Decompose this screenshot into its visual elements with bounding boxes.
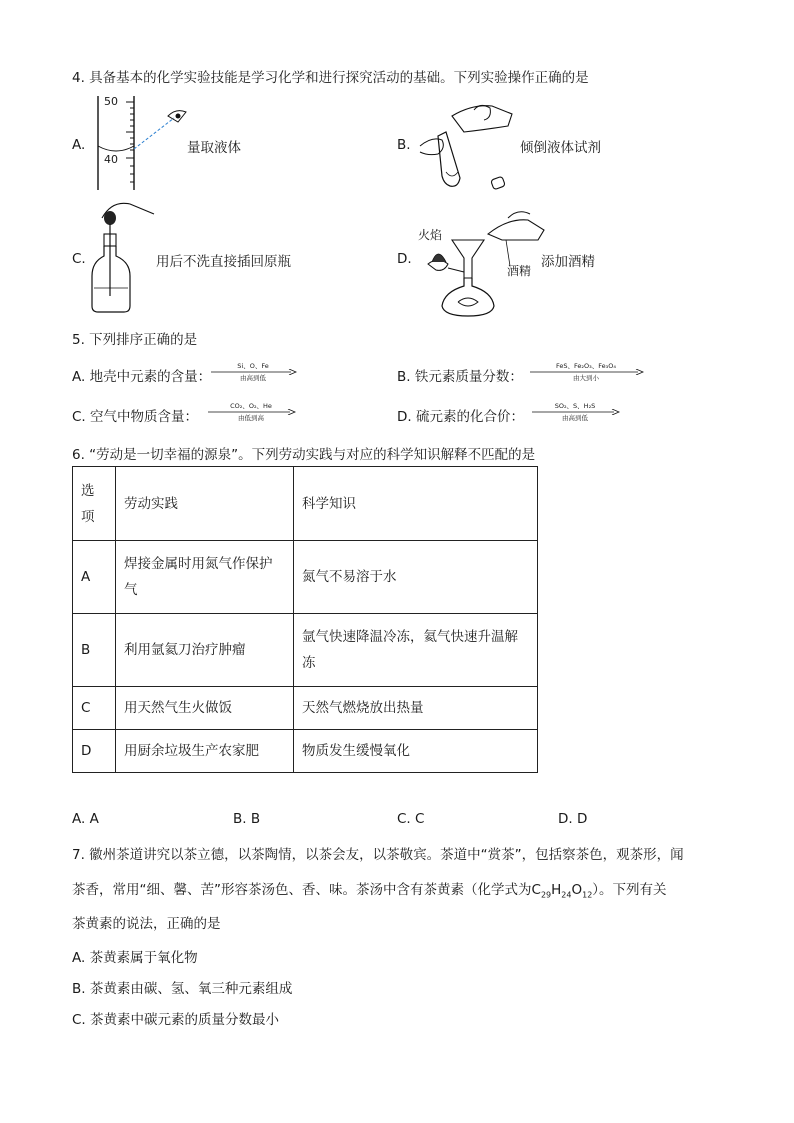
q4-option-d-caption: 添加酒精 (541, 254, 595, 270)
row-practice: 用天然气生火做饭 (116, 687, 294, 730)
q7-stem-line2-pre: 茶香，常用“细、馨、苦”形容茶汤色、香、味。茶汤中含有茶黄素（化学式为 (72, 882, 532, 898)
q5-option-c: C. 空气中物质含量： (72, 409, 199, 425)
q7-option-a: A. 茶黄素属于氧化物 (72, 950, 198, 966)
scale-mark-50: 50 (104, 95, 118, 108)
row-knowledge: 氮气不易溶于水 (294, 541, 538, 614)
header-knowledge: 科学知识 (294, 467, 538, 541)
q7-option-b: B. 茶黄素由碳、氢、氧三种元素组成 (72, 981, 293, 997)
header-option: 选项 (73, 467, 116, 541)
q5-option-a: A. 地壳中元素的含量： (72, 369, 212, 385)
q5-option-b-arrow-bottom: 由大到小 (573, 374, 599, 382)
table-row (73, 730, 538, 773)
table-row (73, 541, 538, 614)
row-knowledge: 物质发生缓慢氧化 (294, 730, 538, 773)
q4-option-b-caption: 倾倒液体试剂 (520, 140, 601, 156)
row-option: B (73, 614, 116, 687)
row-knowledge: 天然气燃烧放出热量 (294, 687, 538, 730)
q5-option-c-arrow-top: CO₂、O₂、He (230, 402, 272, 410)
q5-stem: 5. 下列排序正确的是 (72, 332, 198, 348)
q5-option-d-arrow (530, 402, 620, 422)
q5-option-b: B. 铁元素质量分数： (397, 369, 523, 385)
q6-answer-d: D. D (558, 811, 588, 827)
q6-answer-c: C. C (397, 811, 425, 827)
q6-answer-b: B. B (233, 811, 261, 827)
q5-option-c-arrow-bottom: 由低到高 (238, 414, 264, 422)
scale-mark-40: 40 (104, 153, 118, 166)
pouring-liquid-illustration (412, 96, 522, 192)
q6-stem: 6. “劳动是一切幸福的源泉”。下列劳动实践与对应的科学知识解释不匹配的是 (72, 447, 536, 463)
label-alcohol: 酒精 (507, 264, 532, 278)
q7-stem-line1: 7. 徽州茶道讲究以茶立德，以茶陶情，以茶会友，以茶敬宾。茶道中“赏茶”，包括察茶色，观茶形，闻 (72, 847, 684, 863)
row-option: D (73, 730, 116, 773)
table-header-row (73, 467, 538, 541)
dropper-bottle-illustration (88, 196, 158, 314)
q5-option-d-arrow-top: SO₂、S、H₂S (554, 402, 596, 410)
graduated-cylinder-illustration (90, 94, 200, 194)
q5-option-a-arrow-top: Si、O、Fe (237, 362, 269, 370)
row-option: A (73, 541, 116, 614)
row-practice: 利用氩氦刀治疗肿瘤 (116, 614, 294, 687)
table-row (73, 614, 538, 687)
q6-answer-a: A. A (72, 811, 99, 827)
q4-option-b-letter: B. (397, 137, 411, 153)
table-row (73, 687, 538, 730)
q4-option-a-letter: A. (72, 137, 86, 153)
q5-option-a-arrow (209, 362, 297, 382)
q4-option-c-letter: C. (72, 251, 86, 267)
row-practice: 焊接金属时用氮气作保护气 (116, 541, 294, 614)
header-practice: 劳动实践 (116, 467, 294, 541)
row-knowledge: 氩气快速降温冷冻，氦气快速升温解冻 (294, 614, 538, 687)
row-practice: 用厨余垃圾生产农家肥 (116, 730, 294, 773)
q5-option-b-arrow (528, 362, 644, 382)
q4-option-c-caption: 用后不洗直接插回原瓶 (156, 254, 291, 270)
q5-option-a-arrow-bottom: 由高到低 (240, 374, 266, 382)
alcohol-lamp-illustration (418, 206, 548, 322)
chemical-formula: $C_{29}H_{24}O_{12}$ (531, 882, 593, 900)
q5-option-d: D. 硫元素的化合价： (397, 409, 524, 425)
q7-stem-line2-post: ）。下列有关 (592, 882, 667, 898)
q4-option-d-letter: D. (397, 251, 412, 267)
row-option: C (73, 687, 116, 730)
q5-option-c-arrow (206, 402, 296, 422)
q5-option-d-arrow-bottom: 由高到低 (562, 414, 588, 422)
q6-table (72, 466, 538, 773)
q4-option-a-caption: 量取液体 (187, 140, 241, 156)
label-flame: 火焰 (418, 228, 443, 242)
q5-option-b-arrow-top: FeS、Fe₂O₃、Fe₃O₄ (556, 362, 616, 370)
q4-stem: 4. 具备基本的化学实验技能是学习化学和进行探究活动的基础。下列实验操作正确的是 (72, 70, 589, 86)
q7-stem-line3: 茶黄素的说法，正确的是 (72, 916, 221, 932)
q7-stem-line2 (72, 878, 667, 900)
q7-option-c: C. 茶黄素中碳元素的质量分数最小 (72, 1012, 280, 1028)
